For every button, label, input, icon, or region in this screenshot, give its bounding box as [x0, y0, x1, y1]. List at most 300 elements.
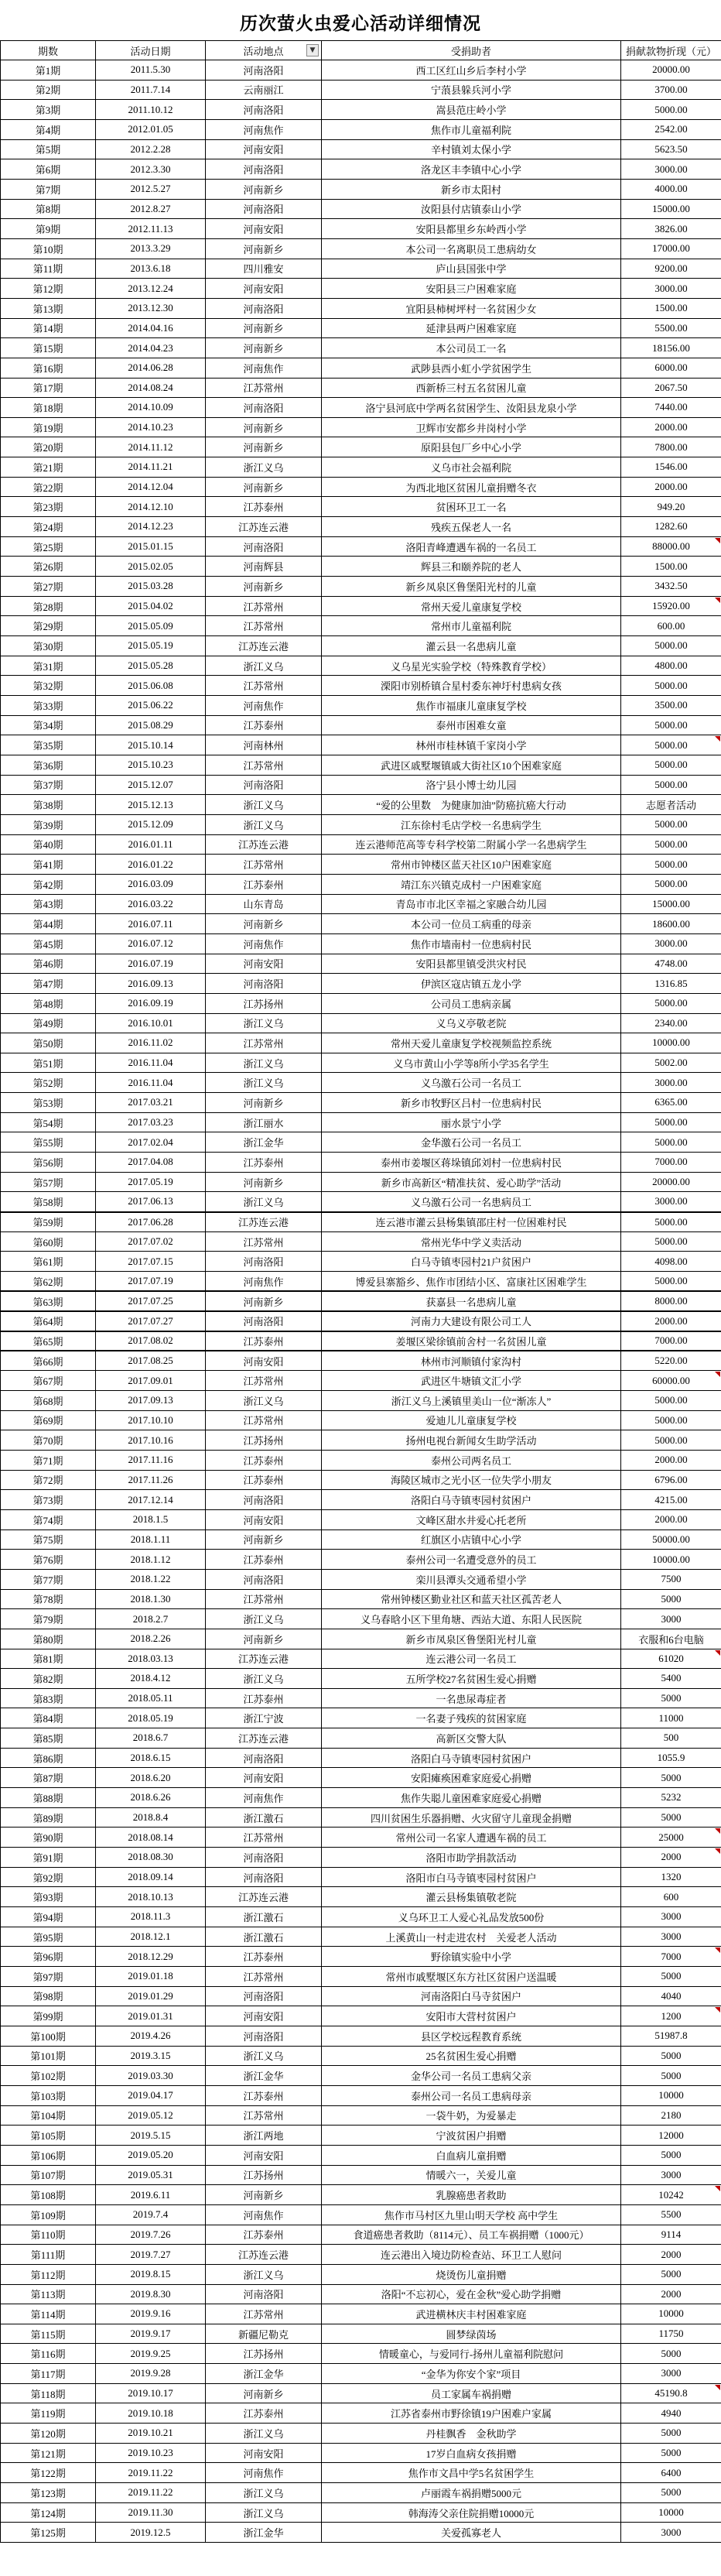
period-cell[interactable]: 第39期 [1, 814, 96, 834]
location-cell[interactable]: 江苏常州 [206, 378, 322, 398]
location-cell[interactable]: 江苏常州 [206, 1828, 322, 1848]
amount-cell[interactable]: 2067.50 [621, 378, 721, 398]
date-cell[interactable]: 2019.9.16 [96, 2304, 206, 2324]
period-cell[interactable]: 第60期 [1, 1231, 96, 1252]
date-cell[interactable]: 2018.05.19 [96, 1708, 206, 1728]
period-cell[interactable]: 第20期 [1, 437, 96, 457]
location-cell[interactable]: 河南新乡 [206, 238, 322, 259]
amount-cell[interactable]: 5000.00 [621, 1410, 721, 1430]
location-cell[interactable]: 河南洛阳 [206, 1986, 322, 2006]
location-cell[interactable]: 河南洛阳 [206, 2284, 322, 2304]
amount-cell[interactable]: 500 [621, 1728, 721, 1749]
date-cell[interactable]: 2015.05.28 [96, 656, 206, 676]
amount-cell[interactable]: 7000 [621, 1947, 721, 1967]
amount-cell[interactable]: 2340.00 [621, 1013, 721, 1033]
location-cell[interactable]: 江苏连云港 [206, 636, 322, 656]
recipient-cell[interactable]: 金华激石公司一名员工 [322, 1132, 621, 1153]
recipient-cell[interactable]: 爱迪儿儿童康复学校 [322, 1410, 621, 1430]
recipient-cell[interactable]: 海陵区城市之光小区一位失学小朋友 [322, 1470, 621, 1490]
location-cell[interactable]: 江苏连云港 [206, 834, 322, 855]
amount-cell[interactable]: 600.00 [621, 616, 721, 636]
period-cell[interactable]: 第113期 [1, 2284, 96, 2304]
recipient-cell[interactable]: 丹桂飘香 金秋助学 [322, 2424, 621, 2444]
amount-cell[interactable]: 7500 [621, 1569, 721, 1589]
period-cell[interactable]: 第65期 [1, 1331, 96, 1351]
recipient-cell[interactable]: 延津县两户困难家庭 [322, 318, 621, 338]
period-cell[interactable]: 第81期 [1, 1649, 96, 1669]
period-cell[interactable]: 第3期 [1, 100, 96, 120]
date-cell[interactable]: 2018.2.7 [96, 1609, 206, 1629]
amount-cell[interactable]: 5000.00 [621, 755, 721, 775]
date-cell[interactable]: 2018.12.1 [96, 1927, 206, 1947]
period-cell[interactable]: 第117期 [1, 2364, 96, 2384]
period-cell[interactable]: 第48期 [1, 993, 96, 1013]
date-cell[interactable]: 2015.04.02 [96, 596, 206, 616]
location-cell[interactable]: 江苏扬州 [206, 993, 322, 1013]
column-header-recipient[interactable]: 受捐助者 [322, 41, 621, 60]
period-cell[interactable]: 第87期 [1, 1768, 96, 1788]
amount-cell[interactable]: 5000.00 [621, 735, 721, 755]
period-cell[interactable]: 第110期 [1, 2225, 96, 2245]
location-cell[interactable]: 江苏泰州 [206, 1450, 322, 1470]
amount-cell[interactable]: 5500 [621, 2204, 721, 2225]
amount-cell[interactable]: 4940 [621, 2403, 721, 2424]
recipient-cell[interactable]: 连云港公司一名员工 [322, 1649, 621, 1669]
date-cell[interactable]: 2013.12.30 [96, 298, 206, 318]
recipient-cell[interactable]: 焦作市福康儿童康复学校 [322, 696, 621, 716]
location-cell[interactable]: 山东青岛 [206, 894, 322, 914]
location-cell[interactable]: 河南洛阳 [206, 2026, 322, 2046]
recipient-cell[interactable]: 宁蒗县躲兵河小学 [322, 80, 621, 100]
period-cell[interactable]: 第56期 [1, 1153, 96, 1173]
amount-cell[interactable]: 5000 [621, 1768, 721, 1788]
amount-cell[interactable]: 5000 [621, 2046, 721, 2066]
location-cell[interactable]: 浙江金华 [206, 1132, 322, 1153]
amount-cell[interactable]: 7000.00 [621, 1331, 721, 1351]
period-cell[interactable]: 第102期 [1, 2066, 96, 2086]
recipient-cell[interactable]: 获嘉县一名患病儿童 [322, 1291, 621, 1311]
recipient-cell[interactable]: 江苏省泰州市野徐镇19户困难户家属 [322, 2403, 621, 2424]
period-cell[interactable]: 第40期 [1, 834, 96, 855]
period-cell[interactable]: 第2期 [1, 80, 96, 100]
period-cell[interactable]: 第52期 [1, 1073, 96, 1093]
location-cell[interactable]: 河南新乡 [206, 417, 322, 437]
location-cell[interactable]: 新疆尼勒克 [206, 2324, 322, 2344]
period-cell[interactable]: 第111期 [1, 2245, 96, 2265]
date-cell[interactable]: 2018.6.7 [96, 1728, 206, 1749]
location-cell[interactable]: 河南焦作 [206, 119, 322, 139]
date-cell[interactable]: 2012.2.28 [96, 139, 206, 159]
period-cell[interactable]: 第57期 [1, 1172, 96, 1192]
recipient-cell[interactable]: 本公司员工一名 [322, 338, 621, 358]
date-cell[interactable]: 2013.6.18 [96, 259, 206, 279]
period-cell[interactable]: 第108期 [1, 2185, 96, 2205]
date-cell[interactable]: 2016.07.11 [96, 914, 206, 934]
recipient-cell[interactable]: 丽水景宁小学 [322, 1112, 621, 1132]
amount-cell[interactable]: 1500.00 [621, 557, 721, 577]
date-cell[interactable]: 2019.04.17 [96, 2085, 206, 2105]
date-cell[interactable]: 2017.10.10 [96, 1410, 206, 1430]
recipient-cell[interactable]: 安阳县都里镇受洪灾村民 [322, 954, 621, 974]
period-cell[interactable]: 第121期 [1, 2443, 96, 2463]
recipient-cell[interactable]: 五所学校27名贫困生爱心捐赠 [322, 1669, 621, 1689]
amount-cell[interactable]: 5000.00 [621, 1132, 721, 1153]
period-cell[interactable]: 第18期 [1, 398, 96, 418]
location-cell[interactable]: 浙江义乌 [206, 2264, 322, 2284]
date-cell[interactable]: 2018.12.29 [96, 1947, 206, 1967]
amount-cell[interactable]: 2000.00 [621, 417, 721, 437]
amount-cell[interactable]: 5000.00 [621, 1112, 721, 1132]
amount-cell[interactable]: 3000 [621, 1907, 721, 1927]
period-cell[interactable]: 第17期 [1, 378, 96, 398]
period-cell[interactable]: 第80期 [1, 1629, 96, 1649]
period-cell[interactable]: 第75期 [1, 1530, 96, 1550]
recipient-cell[interactable]: 靖江东兴镇克成村一户困难家庭 [322, 874, 621, 894]
date-cell[interactable]: 2017.06.28 [96, 1212, 206, 1232]
location-cell[interactable]: 浙江义乌 [206, 1053, 322, 1073]
amount-cell[interactable]: 88000.00 [621, 536, 721, 557]
period-cell[interactable]: 第99期 [1, 2006, 96, 2026]
location-cell[interactable]: 河南新乡 [206, 179, 322, 199]
location-cell[interactable]: 浙江义乌 [206, 2502, 322, 2523]
amount-cell[interactable]: 1282.60 [621, 517, 721, 537]
date-cell[interactable]: 2017.04.08 [96, 1153, 206, 1173]
recipient-cell[interactable]: 为西北地区贫困儿童捐赠冬衣 [322, 477, 621, 497]
recipient-cell[interactable]: 残疾五保老人一名 [322, 517, 621, 537]
period-cell[interactable]: 第28期 [1, 596, 96, 616]
date-cell[interactable]: 2019.05.12 [96, 2105, 206, 2126]
date-cell[interactable]: 2019.03.30 [96, 2066, 206, 2086]
recipient-cell[interactable]: “爱的公里数 为健康加油”防癌抗癌大行动 [322, 795, 621, 815]
date-cell[interactable]: 2017.12.14 [96, 1490, 206, 1510]
period-cell[interactable]: 第114期 [1, 2304, 96, 2324]
amount-cell[interactable]: 5000 [621, 2066, 721, 2086]
location-cell[interactable]: 江苏泰州 [206, 874, 322, 894]
recipient-cell[interactable]: 义乌激石公司一名员工 [322, 1073, 621, 1093]
recipient-cell[interactable]: 连云港市灌云县杨集镇邵庄村一位困难村民 [322, 1212, 621, 1232]
recipient-cell[interactable]: 新乡市太阳村 [322, 179, 621, 199]
recipient-cell[interactable]: 常州钟楼区勤业社区和蓝天社区孤苦老人 [322, 1589, 621, 1609]
date-cell[interactable]: 2014.12.23 [96, 517, 206, 537]
amount-cell[interactable]: 5000.00 [621, 834, 721, 855]
period-cell[interactable]: 第38期 [1, 795, 96, 815]
date-cell[interactable]: 2014.10.09 [96, 398, 206, 418]
date-cell[interactable]: 2017.09.01 [96, 1371, 206, 1391]
date-cell[interactable]: 2014.04.16 [96, 318, 206, 338]
recipient-cell[interactable]: 义乌春晗小区下里角塘、西站大道、东阳人民医院 [322, 1609, 621, 1629]
date-cell[interactable]: 2019.11.30 [96, 2502, 206, 2523]
date-cell[interactable]: 2018.09.14 [96, 1867, 206, 1887]
period-cell[interactable]: 第92期 [1, 1867, 96, 1887]
period-cell[interactable]: 第73期 [1, 1490, 96, 1510]
date-cell[interactable]: 2018.4.12 [96, 1669, 206, 1689]
location-cell[interactable]: 江苏连云港 [206, 1728, 322, 1749]
period-cell[interactable]: 第72期 [1, 1470, 96, 1490]
date-cell[interactable]: 2013.3.29 [96, 238, 206, 259]
amount-cell[interactable]: 61020 [621, 1649, 721, 1669]
location-cell[interactable]: 浙江义乌 [206, 2046, 322, 2066]
amount-cell[interactable]: 1316.85 [621, 974, 721, 994]
date-cell[interactable]: 2019.7.26 [96, 2225, 206, 2245]
period-cell[interactable]: 第41期 [1, 855, 96, 875]
date-cell[interactable]: 2018.8.4 [96, 1807, 206, 1828]
location-cell[interactable]: 河南新乡 [206, 577, 322, 597]
amount-cell[interactable]: 2000 [621, 2284, 721, 2304]
amount-cell[interactable]: 7800.00 [621, 437, 721, 457]
location-cell[interactable]: 河南安阳 [206, 2443, 322, 2463]
date-cell[interactable]: 2012.11.13 [96, 219, 206, 239]
period-cell[interactable]: 第19期 [1, 417, 96, 437]
recipient-cell[interactable]: 本公司一位员工病重的母亲 [322, 914, 621, 934]
date-cell[interactable]: 2019.11.22 [96, 2483, 206, 2503]
location-cell[interactable]: 河南新乡 [206, 437, 322, 457]
location-cell[interactable]: 河南辉县 [206, 557, 322, 577]
recipient-cell[interactable]: 白马寺镇枣园村21户贫困户 [322, 1252, 621, 1272]
amount-cell[interactable]: 3000.00 [621, 279, 721, 299]
period-cell[interactable]: 第71期 [1, 1450, 96, 1470]
period-cell[interactable]: 第84期 [1, 1708, 96, 1728]
period-cell[interactable]: 第29期 [1, 616, 96, 636]
amount-cell[interactable]: 5000 [621, 2344, 721, 2364]
date-cell[interactable]: 2015.02.05 [96, 557, 206, 577]
location-cell[interactable]: 江苏常州 [206, 676, 322, 696]
recipient-cell[interactable]: 本公司一名离职员工患病幼女 [322, 238, 621, 259]
recipient-cell[interactable]: “金华为你安个家”项目 [322, 2364, 621, 2384]
amount-cell[interactable]: 17000.00 [621, 238, 721, 259]
amount-cell[interactable]: 志愿者活动 [621, 795, 721, 815]
amount-cell[interactable]: 15920.00 [621, 596, 721, 616]
amount-cell[interactable]: 7000.00 [621, 1153, 721, 1173]
period-cell[interactable]: 第74期 [1, 1509, 96, 1530]
recipient-cell[interactable]: 一名妻子残疾的贫困家庭 [322, 1708, 621, 1728]
recipient-cell[interactable]: 河南力大建设有限公司工人 [322, 1311, 621, 1331]
date-cell[interactable]: 2019.8.30 [96, 2284, 206, 2304]
period-cell[interactable]: 第64期 [1, 1311, 96, 1331]
date-cell[interactable]: 2017.05.19 [96, 1172, 206, 1192]
amount-cell[interactable]: 4215.00 [621, 1490, 721, 1510]
period-cell[interactable]: 第83期 [1, 1688, 96, 1708]
recipient-cell[interactable]: 安阳市大营村贫困户 [322, 2006, 621, 2026]
recipient-cell[interactable]: 林州市桂林镇千家岗小学 [322, 735, 621, 755]
recipient-cell[interactable]: 武陟县西小虹小学贫困学生 [322, 358, 621, 378]
recipient-cell[interactable]: 安阳县都里乡东岭西小学 [322, 219, 621, 239]
location-cell[interactable]: 河南新乡 [206, 1530, 322, 1550]
period-cell[interactable]: 第16期 [1, 358, 96, 378]
recipient-cell[interactable]: 四川贫困生乐器捐赠、火灾留守儿童现金捐赠 [322, 1807, 621, 1828]
location-cell[interactable]: 河南洛阳 [206, 1490, 322, 1510]
amount-cell[interactable]: 2000.00 [621, 1311, 721, 1331]
amount-cell[interactable]: 60000.00 [621, 1371, 721, 1391]
period-cell[interactable]: 第31期 [1, 656, 96, 676]
location-cell[interactable]: 河南焦作 [206, 2204, 322, 2225]
date-cell[interactable]: 2016.03.09 [96, 874, 206, 894]
recipient-cell[interactable]: 常州天爱儿童康复学校视频监控系统 [322, 1033, 621, 1053]
amount-cell[interactable]: 10000 [621, 2085, 721, 2105]
location-cell[interactable]: 河南焦作 [206, 696, 322, 716]
amount-cell[interactable]: 5000.00 [621, 1212, 721, 1232]
amount-cell[interactable]: 25000 [621, 1828, 721, 1848]
date-cell[interactable]: 2018.1.30 [96, 1589, 206, 1609]
location-cell[interactable]: 河南新乡 [206, 477, 322, 497]
date-cell[interactable]: 2014.06.28 [96, 358, 206, 378]
date-cell[interactable]: 2017.03.23 [96, 1112, 206, 1132]
date-cell[interactable]: 2016.07.12 [96, 933, 206, 954]
period-cell[interactable]: 第46期 [1, 954, 96, 974]
recipient-cell[interactable]: 洛龙区丰李镇中心小学 [322, 159, 621, 180]
amount-cell[interactable]: 2000.00 [621, 1450, 721, 1470]
recipient-cell[interactable]: 洛阳“不忘初心，爱在金秋”爱心助学捐赠 [322, 2284, 621, 2304]
amount-cell[interactable]: 5000 [621, 2443, 721, 2463]
location-cell[interactable]: 河南焦作 [206, 2463, 322, 2483]
date-cell[interactable]: 2017.02.04 [96, 1132, 206, 1153]
amount-cell[interactable]: 1200 [621, 2006, 721, 2026]
date-cell[interactable]: 2019.01.18 [96, 1967, 206, 1987]
location-cell[interactable]: 浙江义乌 [206, 1390, 322, 1410]
amount-cell[interactable]: 1546.00 [621, 457, 721, 478]
location-cell[interactable]: 浙江宁波 [206, 1708, 322, 1728]
period-cell[interactable]: 第122期 [1, 2463, 96, 2483]
period-cell[interactable]: 第68期 [1, 1390, 96, 1410]
amount-cell[interactable]: 949.20 [621, 497, 721, 517]
period-cell[interactable]: 第118期 [1, 2383, 96, 2403]
amount-cell[interactable]: 5000.00 [621, 1430, 721, 1451]
date-cell[interactable]: 2017.07.25 [96, 1291, 206, 1311]
period-cell[interactable]: 第53期 [1, 1093, 96, 1113]
period-cell[interactable]: 第62期 [1, 1272, 96, 1292]
location-cell[interactable]: 河南洛阳 [206, 536, 322, 557]
location-cell[interactable]: 江苏泰州 [206, 1470, 322, 1490]
period-cell[interactable]: 第12期 [1, 279, 96, 299]
recipient-cell[interactable]: 焦作市墙南村一位患病村民 [322, 933, 621, 954]
location-cell[interactable]: 江苏连云港 [206, 1887, 322, 1907]
amount-cell[interactable]: 5000 [621, 2424, 721, 2444]
amount-cell[interactable]: 5000 [621, 1589, 721, 1609]
recipient-cell[interactable]: 17岁白血病女孩捐赠 [322, 2443, 621, 2463]
period-cell[interactable]: 第119期 [1, 2403, 96, 2424]
amount-cell[interactable]: 18156.00 [621, 338, 721, 358]
date-cell[interactable]: 2014.11.12 [96, 437, 206, 457]
period-cell[interactable]: 第50期 [1, 1033, 96, 1053]
period-cell[interactable]: 第125期 [1, 2523, 96, 2543]
location-cell[interactable]: 河南新乡 [206, 1172, 322, 1192]
period-cell[interactable]: 第107期 [1, 2165, 96, 2185]
amount-cell[interactable]: 1055.9 [621, 1748, 721, 1768]
location-cell[interactable]: 河南洛阳 [206, 398, 322, 418]
recipient-cell[interactable]: 西工区红山乡后李村小学 [322, 60, 621, 80]
date-cell[interactable]: 2018.08.14 [96, 1828, 206, 1848]
period-cell[interactable]: 第88期 [1, 1788, 96, 1808]
recipient-cell[interactable]: 义乌义亭敬老院 [322, 1013, 621, 1033]
date-cell[interactable]: 2017.07.02 [96, 1231, 206, 1252]
amount-cell[interactable]: 3500.00 [621, 696, 721, 716]
date-cell[interactable]: 2016.09.13 [96, 974, 206, 994]
location-cell[interactable]: 江苏泰州 [206, 2085, 322, 2105]
location-cell[interactable]: 河南焦作 [206, 1272, 322, 1292]
period-cell[interactable]: 第58期 [1, 1192, 96, 1212]
amount-cell[interactable]: 20000.00 [621, 1172, 721, 1192]
location-cell[interactable]: 河南焦作 [206, 358, 322, 378]
location-cell[interactable]: 河南焦作 [206, 933, 322, 954]
date-cell[interactable]: 2019.11.22 [96, 2463, 206, 2483]
recipient-cell[interactable]: 关爱孤寡老人 [322, 2523, 621, 2543]
date-cell[interactable]: 2011.10.12 [96, 100, 206, 120]
recipient-cell[interactable]: 一名患尿毒症者 [322, 1688, 621, 1708]
location-cell[interactable]: 江苏扬州 [206, 2165, 322, 2185]
location-cell[interactable]: 云南丽江 [206, 80, 322, 100]
location-cell[interactable]: 河南洛阳 [206, 974, 322, 994]
recipient-cell[interactable]: 新乡市牧野区吕村一位患病村民 [322, 1093, 621, 1113]
location-cell[interactable]: 浙江激石 [206, 1927, 322, 1947]
date-cell[interactable]: 2014.12.04 [96, 477, 206, 497]
amount-cell[interactable]: 2000.00 [621, 477, 721, 497]
period-cell[interactable]: 第4期 [1, 119, 96, 139]
date-cell[interactable]: 2016.11.02 [96, 1033, 206, 1053]
location-cell[interactable]: 江苏常州 [206, 1967, 322, 1987]
location-cell[interactable]: 江苏泰州 [206, 1153, 322, 1173]
date-cell[interactable]: 2019.4.26 [96, 2026, 206, 2046]
amount-cell[interactable]: 20000.00 [621, 60, 721, 80]
amount-cell[interactable]: 10000 [621, 2502, 721, 2523]
recipient-cell[interactable]: 常州光华中学义卖活动 [322, 1231, 621, 1252]
recipient-cell[interactable]: 新乡市凤泉区鲁堡阳光村儿童 [322, 1629, 621, 1649]
amount-cell[interactable]: 7440.00 [621, 398, 721, 418]
recipient-cell[interactable]: 泰州公司两名员工 [322, 1450, 621, 1470]
recipient-cell[interactable]: 江东徐村毛店学校一名患病学生 [322, 814, 621, 834]
recipient-cell[interactable]: 县区学校远程教育系统 [322, 2026, 621, 2046]
location-cell[interactable]: 河南洛阳 [206, 159, 322, 180]
column-header-date[interactable]: 活动日期 [96, 41, 206, 60]
date-cell[interactable]: 2013.12.24 [96, 279, 206, 299]
recipient-cell[interactable]: 义乌市黄山小学等8所小学35名学生 [322, 1053, 621, 1073]
date-cell[interactable]: 2018.6.26 [96, 1788, 206, 1808]
date-cell[interactable]: 2019.05.20 [96, 2145, 206, 2165]
amount-cell[interactable]: 2542.00 [621, 119, 721, 139]
recipient-cell[interactable]: 上溪黄山一村走进农村 关爱老人活动 [322, 1927, 621, 1947]
period-cell[interactable]: 第90期 [1, 1828, 96, 1848]
filter-dropdown-button[interactable] [306, 44, 319, 57]
period-cell[interactable]: 第23期 [1, 497, 96, 517]
period-cell[interactable]: 第94期 [1, 1907, 96, 1927]
date-cell[interactable]: 2015.10.14 [96, 735, 206, 755]
amount-cell[interactable]: 4098.00 [621, 1252, 721, 1272]
amount-cell[interactable]: 12000 [621, 2126, 721, 2146]
recipient-cell[interactable]: 博爱县寨豁乡、焦作市团结小区、富康社区困难学生 [322, 1272, 621, 1292]
amount-cell[interactable]: 3000 [621, 2364, 721, 2384]
recipient-cell[interactable]: 泰州市姜堰区蒋垛镇邱刘村一位患病村民 [322, 1153, 621, 1173]
date-cell[interactable]: 2019.7.27 [96, 2245, 206, 2265]
location-cell[interactable]: 河南新乡 [206, 1291, 322, 1311]
location-cell[interactable]: 江苏泰州 [206, 1331, 322, 1351]
date-cell[interactable]: 2019.01.29 [96, 1986, 206, 2006]
period-cell[interactable]: 第55期 [1, 1132, 96, 1153]
amount-cell[interactable]: 8000.00 [621, 1291, 721, 1311]
location-cell[interactable]: 江苏泰州 [206, 1947, 322, 1967]
date-cell[interactable]: 2015.08.29 [96, 715, 206, 735]
location-cell[interactable]: 浙江义乌 [206, 2483, 322, 2503]
date-cell[interactable]: 2017.03.21 [96, 1093, 206, 1113]
period-cell[interactable]: 第98期 [1, 1986, 96, 2006]
period-cell[interactable]: 第25期 [1, 536, 96, 557]
period-cell[interactable]: 第24期 [1, 517, 96, 537]
location-cell[interactable]: 江苏常州 [206, 1371, 322, 1391]
location-cell[interactable]: 河南洛阳 [206, 1252, 322, 1272]
recipient-cell[interactable]: 洛阳市白马寺镇枣园村贫困户 [322, 1867, 621, 1887]
date-cell[interactable]: 2017.07.15 [96, 1252, 206, 1272]
amount-cell[interactable]: 5000.00 [621, 636, 721, 656]
recipient-cell[interactable]: 泰州公司一名遭受意外的员工 [322, 1550, 621, 1570]
recipient-cell[interactable]: 溧阳市别桥镇合星村委东神圩村患病女孩 [322, 676, 621, 696]
location-cell[interactable]: 江苏泰州 [206, 1688, 322, 1708]
